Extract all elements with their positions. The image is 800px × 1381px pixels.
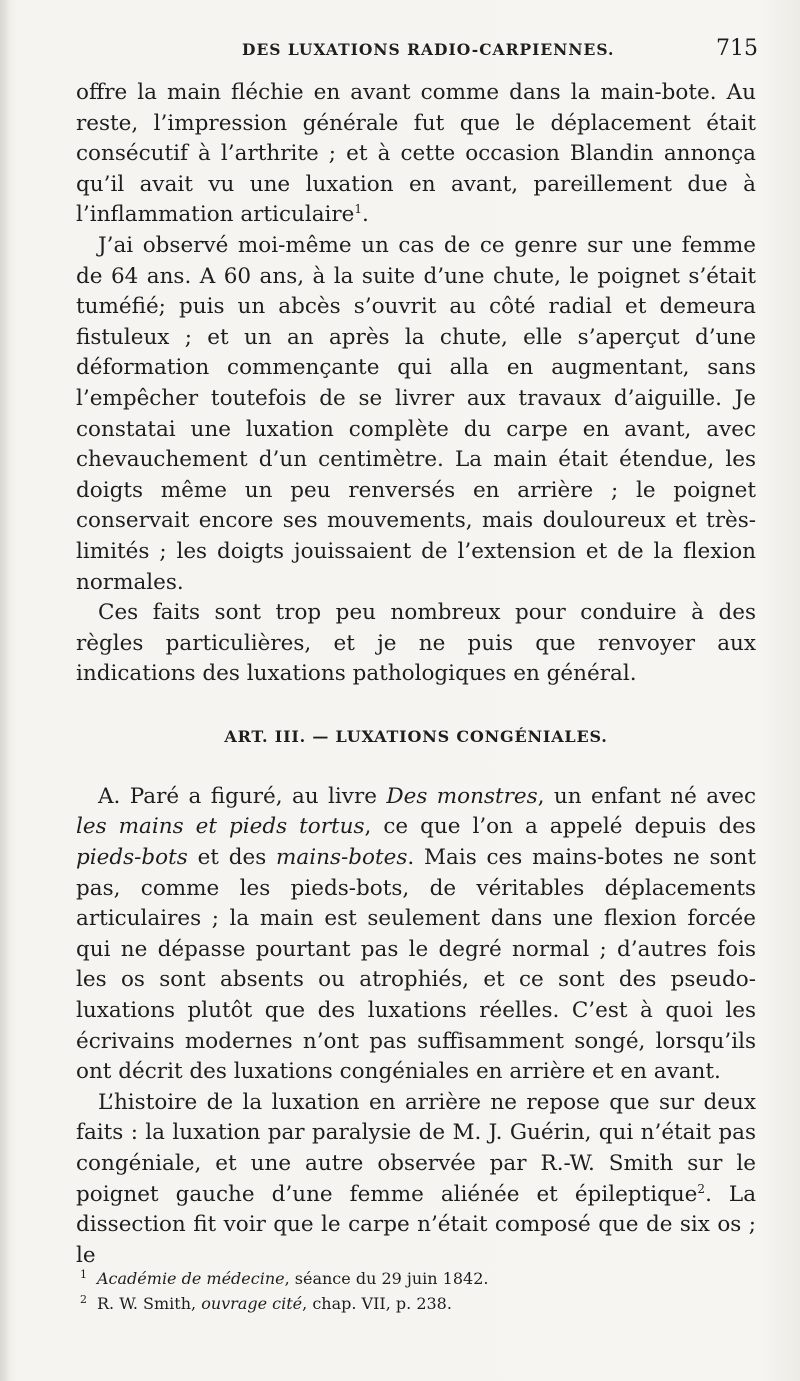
footnote-mark: 1 — [80, 1267, 87, 1281]
footnote-text: , chap. VII, p. 238. — [302, 1294, 452, 1313]
footnote — [80, 1266, 740, 1291]
footnote-ref: 2 — [697, 1181, 706, 1196]
footnote-ref: 1 — [354, 202, 363, 217]
italic-term: pieds-bots — [76, 845, 188, 871]
paragraph-tail: . — [362, 202, 369, 228]
text-run: . Mais ces mains-botes ne sont pas, comme les pieds-bots, de véritables déplacements articulaires ; la main est seulement dans une flexion forcée qui ne dépasse pourtant pas le degré normal ; d’autres fois les os sont absents ou atrophiés, et ce sont des pseudo-luxations plutôt que des luxations réelles. C’est à quoi les écrivains modernes n’ont pas suffisamment songé, lorsqu’ils ont décrit des luxations congéniales en arrière et en avant. — [76, 845, 756, 1085]
italic-phrase: les mains et pieds tortus — [76, 814, 365, 840]
text-run: , un enfant né avec — [537, 783, 757, 809]
italic-term: mains-botes — [276, 845, 408, 871]
paragraph-observation: J’ai observé moi-même un cas de ce genre sur une femme de 64 ans. A 60 ans, à la suite d’une chute, le poignet s’était tuméfié; puis un abcès s’ouvrit au côté radial et demeura fistuleux ; et un an après la chute, elle s’aperçut d’une déformation commençante qui alla en augmentant, sans l’empêcher toutefois de se livrer aux travaux d’aiguille. Je constatai une luxation complète du carpe en avant, avec chevauchement d’un centimètre. La main était étendue, les doigts même un peu renversés en arrière ; le poignet conservait encore ses mouvements, mais douloureux et très-limités ; les doigts jouissaient de l’extension et de la flexion normales. — [76, 232, 756, 595]
italic-title: Des monstres — [386, 783, 538, 809]
paragraph-conclusion: Ces faits sont trop peu nombreux pour conduire à des règles particulières, et je ne puis que renvoyer aux indications des luxations pathologiques en général. — [76, 600, 756, 687]
paragraph-histoire — [76, 1088, 756, 1272]
footnote-mark: 2 — [80, 1292, 87, 1306]
footnotes — [80, 1266, 740, 1316]
body-text — [76, 78, 756, 1271]
section-heading: ART. III. — LUXATIONS CONGÉNIALES. — [224, 726, 608, 746]
paragraph-pare — [76, 782, 756, 1088]
text-run: , ce que l’on a appelé depuis des — [364, 814, 756, 840]
text-run: et des — [187, 845, 277, 871]
footnote-italic: Académie de médecine — [97, 1269, 285, 1288]
footnote-text: R. W. Smith, — [97, 1294, 202, 1313]
page-header — [74, 36, 758, 76]
paragraph-tail: . La dissection fit voir que le carpe n’était composé que de six os ; le — [76, 1181, 757, 1268]
page-number: 715 — [716, 36, 758, 61]
paragraph-text: offre la main fléchie en avant comme dans la main-bote. Au reste, l’impression générale fut que le déplacement était consécutif à l’arthrite ; et à cette occasion Blandin annonça qu’il avait vu une luxation en avant, pareillement due à l’inflammation articulaire — [76, 80, 756, 228]
paragraph-text: L’histoire de la luxation en arrière ne repose que sur deux faits : la luxation par paralysie de M. J. Guérin, qui n’était pas congéniale, et une autre observée par R.-W. Smith sur le poignet gauche d’une femme aliénée et épileptique — [76, 1089, 756, 1207]
page-edge-shadow — [0, 0, 10, 1381]
footnote-italic: ouvrage cité — [201, 1294, 303, 1313]
running-head: DES LUXATIONS RADIO-CARPIENNES. — [242, 40, 615, 59]
footnote-text: , séance du 29 juin 1842. — [284, 1269, 489, 1288]
paragraph-continuation — [76, 78, 756, 231]
footnote — [80, 1291, 740, 1316]
text-run: A. Paré a figuré, au livre — [98, 783, 387, 809]
